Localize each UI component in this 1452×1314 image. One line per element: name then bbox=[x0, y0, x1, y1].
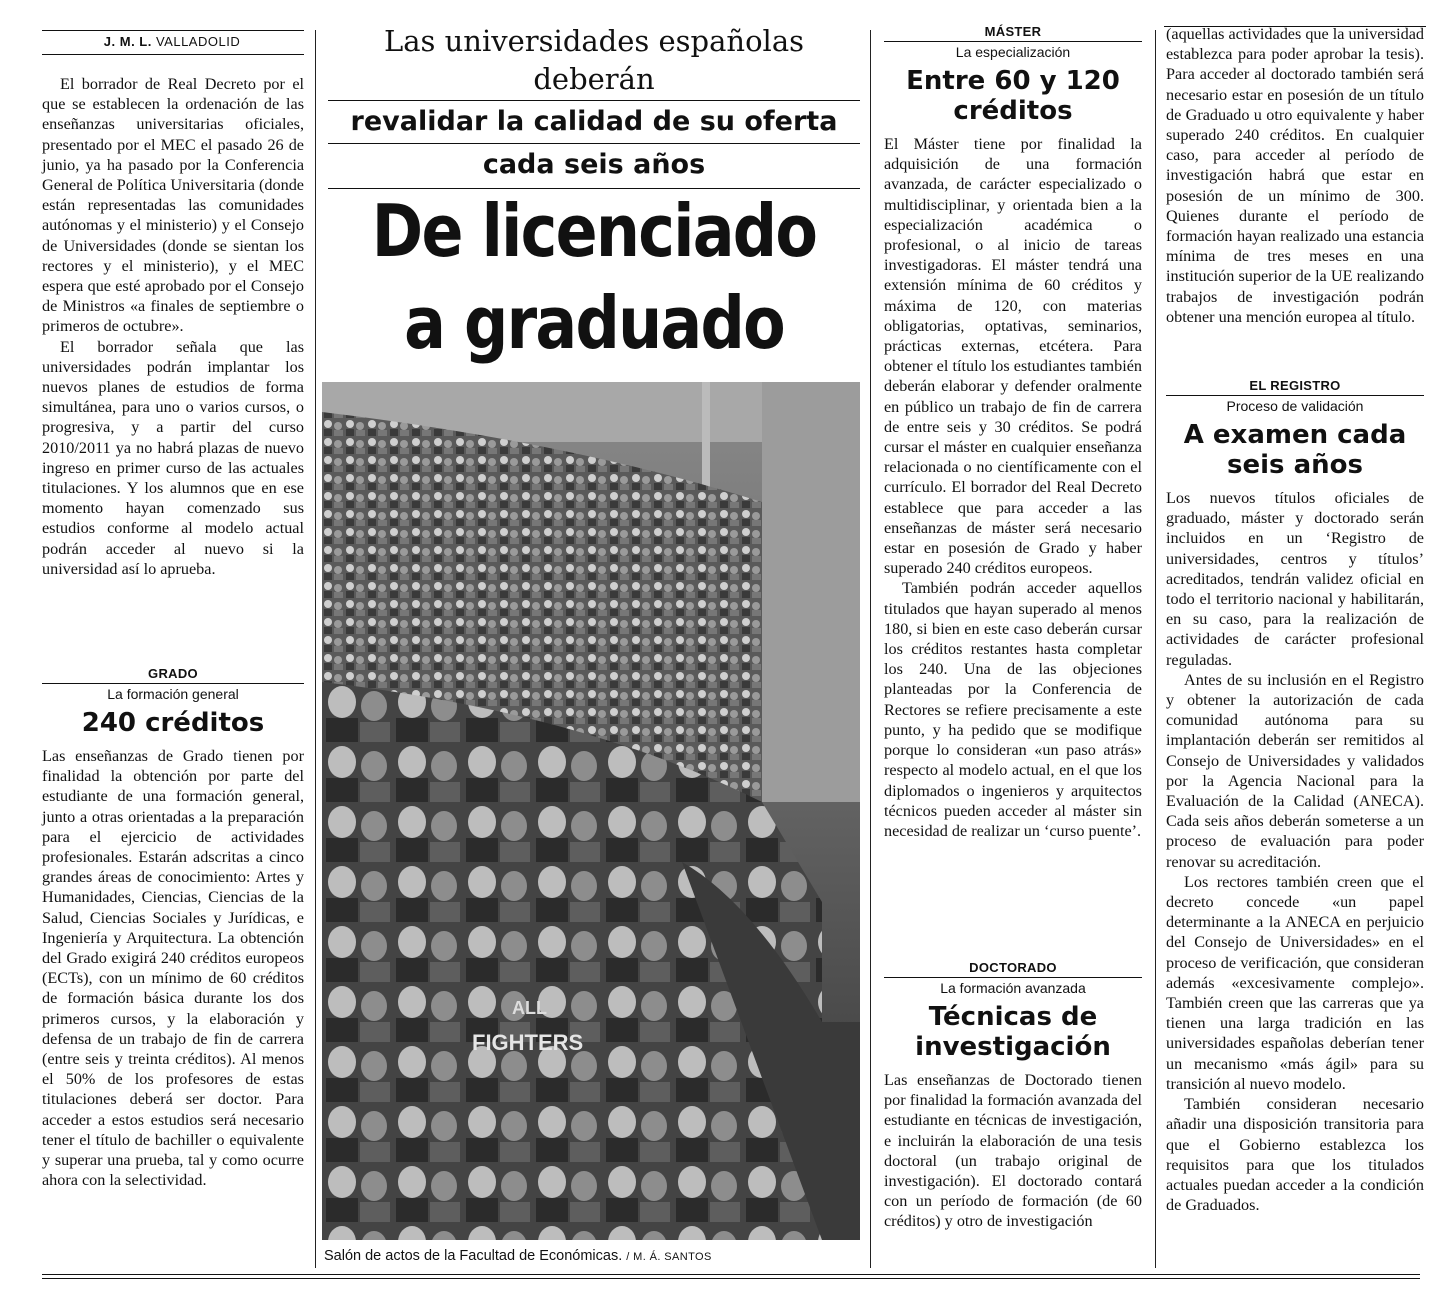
doctorado-kicker: DOCTORADO bbox=[969, 960, 1057, 975]
deck-line-3: cada seis años bbox=[482, 149, 706, 180]
deck bbox=[328, 22, 860, 189]
master-paragraph: El Máster tiene por finalidad la adquisición de una formación avanzada, de carácter especializado o multidisciplinar, y orientada bien a la especialización académica o profesional, o al inicio de tareas investigadoras. El máster tendrá una extensión mínima de 60 créditos y máxima de 120, con materias obligatorias, optativas, seminarios, prácticas externas, etcétera. Para obtener el título los estudiantes también deberán elaborar y defender oralmente en público un trabajo de fin de carrera de entre seis y 30 créditos. Se podrá cursar el máster en cualquier enseñanza relacionada o no científicamente con el currículo. El borrador del Real Decreto establece que para acceder a las enseñanzas de máster será necesario estar en posesión de Grado y haber superado 240 créditos europeos. bbox=[884, 135, 1142, 578]
master-title-line-2: créditos bbox=[953, 96, 1073, 126]
master-title-line-1: Entre 60 y 120 bbox=[906, 66, 1120, 96]
doctorado-paragraph: Las enseñanzas de Doctorado tienen por finalidad la formación avanzada del estudiante en técnicas de investigación, e incluirán la elaboración de una tesis doctoral (un trabajo original de investigación). El doctorado contará con un período de formación (de 60 créditos) y otro de investigación bbox=[884, 1071, 1142, 1231]
intro-paragraph: El borrador señala que las universidades podrán implantar los nuevos planes de estudios de forma simultánea, para uno o varios cursos, o progresiva, y a partir del curso 2010/2011 ya no habrá plazas de nuevo ingreso en primer curso de las actuales titulaciones. Y los alumnos que en ese momento hayan comenzado sus estudios conforme al modelo actual podrán acceder al nuevo si la universidad así lo aprueba. bbox=[42, 337, 304, 578]
auditorium-photo-svg bbox=[322, 382, 860, 1240]
grado-kicker-sub: La formación general bbox=[107, 686, 239, 702]
registro-paragraph: Los nuevos títulos oficiales de graduado, máster y doctorado serán incluidos en un ‘Registro de universidades, centros y títulos’ acreditados, tendrán validez oficial en todo el territorio nacional y habilitarán, en su caso, para la realización de actividades de carácter profesional reguladas. bbox=[1166, 489, 1424, 669]
master-body bbox=[884, 134, 1142, 841]
registro-title-line-1: A examen cada bbox=[1183, 420, 1407, 450]
kicker-rule bbox=[1166, 395, 1424, 396]
byline bbox=[42, 34, 302, 49]
column-divider bbox=[315, 30, 316, 1268]
master-kicker: MÁSTER bbox=[984, 24, 1042, 39]
registro-paragraph: Antes de su inclusión en el Registro y obtener la autorización de cada comunidad autónoma para su implantación deberán ser remitidos al Consejo de Universidades y validados por la Agencia Nacional para la Evaluación de la Calidad (ANECA). Cada seis años deberán someterse a un proceso de evaluación para poder renovar su acreditación. bbox=[1166, 670, 1424, 871]
registro-body bbox=[1166, 488, 1424, 1215]
registro-kicker: EL REGISTRO bbox=[1249, 378, 1341, 393]
doctorado-continuation-paragraph: (aquellas actividades que la universidad establezca para poder aprobar la tesis). Para acceder al doctorado también será necesario estar en posesión de un título de Graduado u otro equivalente y haber superado 240 créditos. En cualquier caso, para acceder al período de investigación habrá que estar en posesión de un mínimo de 300. Quienes durante el período de formación hayan realizado una estancia mínima de tres meses en una institución superior de la UE realizando trabajos de investigación podrán obtener una mención europea al título. bbox=[1166, 25, 1425, 326]
photo-caption bbox=[324, 1248, 864, 1264]
doctorado-body bbox=[884, 1070, 1142, 1232]
registro-section bbox=[1166, 378, 1424, 1215]
registro-title-line-2: seis años bbox=[1227, 450, 1363, 480]
kicker-rule bbox=[884, 41, 1142, 42]
registro-kicker-sub: Proceso de validación bbox=[1226, 398, 1364, 414]
bottom-rule bbox=[42, 1274, 1420, 1275]
grado-kicker: GRADO bbox=[148, 666, 198, 681]
grado-body bbox=[42, 746, 304, 1190]
deck-rule bbox=[328, 100, 860, 101]
master-kicker-sub: La especialización bbox=[955, 44, 1071, 60]
byline-rule bbox=[42, 54, 304, 55]
column-divider bbox=[1155, 30, 1156, 1268]
top-rule-col1 bbox=[42, 30, 304, 31]
kicker-rule bbox=[42, 683, 304, 684]
registro-paragraph: También consideran necesario añadir una disposición transitoria para que el Gobierno establezca los requisitos para que los titulados actuales puedan acceder a la condición de Graduados. bbox=[1166, 1095, 1424, 1215]
headline-line-2: a graduado bbox=[404, 281, 784, 365]
intro-paragraph: El borrador de Real Decreto por el que se establecen la ordenación de las enseñanzas universitarias oficiales, presentado por el MEC el pasado 26 de junio, ya ha pasado por la Conferencia General de Política Universitaria (donde están representadas las comunidades autónomas y el ministerio) y el Consejo de Universidades (donde se sientan los rectores y el ministerio), y el MEC espera que esté aprobado por el Consejo de Ministros «a finales de septiembre o primeros de octubre». bbox=[42, 75, 304, 336]
grado-paragraph: Las enseñanzas de Grado tienen por finalidad la obtención por parte del estudiante de una formación general, junto a otras orientadas a la preparación para el ejercicio de actividades profesionales. Estarán adscritas a cinco grandes áreas de conocimiento: Artes y Humanidades, Ciencias, Ciencias de la Salud, Ciencias Sociales y Jurídicas, e Ingeniería y Arquitectura. La obtención del Grado exigirá 240 créditos europeos (ECTs), con un mínimo de 60 créditos de formación básica durante los dos primeros cursos, y la elaboración y defensa de un trabajo de fin de carrera (entre seis y treinta créditos). Al menos el 50% de los profesores de estas titulaciones deberá ser doctor. Para acceder a estos estudios será necesario tener el título de bachiller o equivalente y superar una prueba, tal y como ocurre ahora con la selectividad. bbox=[42, 747, 304, 1190]
photo-credit: / M. Á. SANTOS bbox=[626, 1251, 712, 1263]
bottom-rule bbox=[42, 1278, 1420, 1279]
master-section bbox=[884, 24, 1142, 841]
registro-title bbox=[1166, 420, 1424, 480]
registro-paragraph: Los rectores también creen que el decreto concede «un papel determinante a la ANECA en perjuicio del Consejo de Universidades» en el proceso de verificación, que consideran además «excesivamente complejo». También creen que las carreras que ya tienen una larga tradición en las universidades españolas deberían tener un mecanismo «más ágil» para su transición al nuevo modelo. bbox=[1166, 872, 1424, 1093]
deck-rule bbox=[328, 143, 860, 144]
doctorado-title-line-1: Técnicas de bbox=[928, 1002, 1098, 1032]
deck-line-2: revalidar la calidad de su oferta bbox=[350, 106, 838, 137]
deck-line-1: Las universidades españolas deberán bbox=[383, 24, 804, 96]
master-paragraph: También podrán acceder aquellos titulados que hayan superado al menos 180, si bien en este caso deberán cursar los créditos restantes hasta completar los 240. Una de las objeciones planteadas por la Conferencia de Rectores se refiere precisamente a este punto, y ha pedido que se modifique porque lo consideran «un paso atrás» respecto al modelo actual, en el que los diplomados o ingenieros y arquitectos técnicos pueden acceder al máster sin necesidad de realizar un ‘curso puente’. bbox=[884, 579, 1142, 840]
byline-author: J. M. L. bbox=[103, 34, 152, 49]
doctorado-section bbox=[884, 960, 1142, 1232]
column-divider bbox=[870, 30, 871, 1268]
shirt-text-2: FIGHTERS bbox=[472, 1030, 584, 1055]
caption-text: Salón de actos de la Facultad de Económicas. bbox=[324, 1248, 623, 1264]
shirt-text-1: ALL bbox=[512, 998, 547, 1018]
auditorium-photo bbox=[322, 382, 860, 1240]
kicker-rule bbox=[884, 977, 1142, 978]
doctorado-continuation bbox=[1166, 24, 1424, 327]
grado-title: 240 créditos bbox=[81, 708, 265, 738]
intro-column bbox=[42, 74, 304, 579]
master-title bbox=[884, 66, 1142, 126]
headline bbox=[365, 185, 823, 369]
doctorado-title bbox=[884, 1002, 1142, 1062]
doctorado-kicker-sub: La formación avanzada bbox=[940, 980, 1086, 996]
byline-place: VALLADOLID bbox=[155, 34, 241, 49]
grado-section bbox=[42, 666, 304, 1190]
headline-line-1: De licenciado bbox=[371, 189, 817, 273]
doctorado-title-line-2: investigación bbox=[915, 1032, 1111, 1062]
